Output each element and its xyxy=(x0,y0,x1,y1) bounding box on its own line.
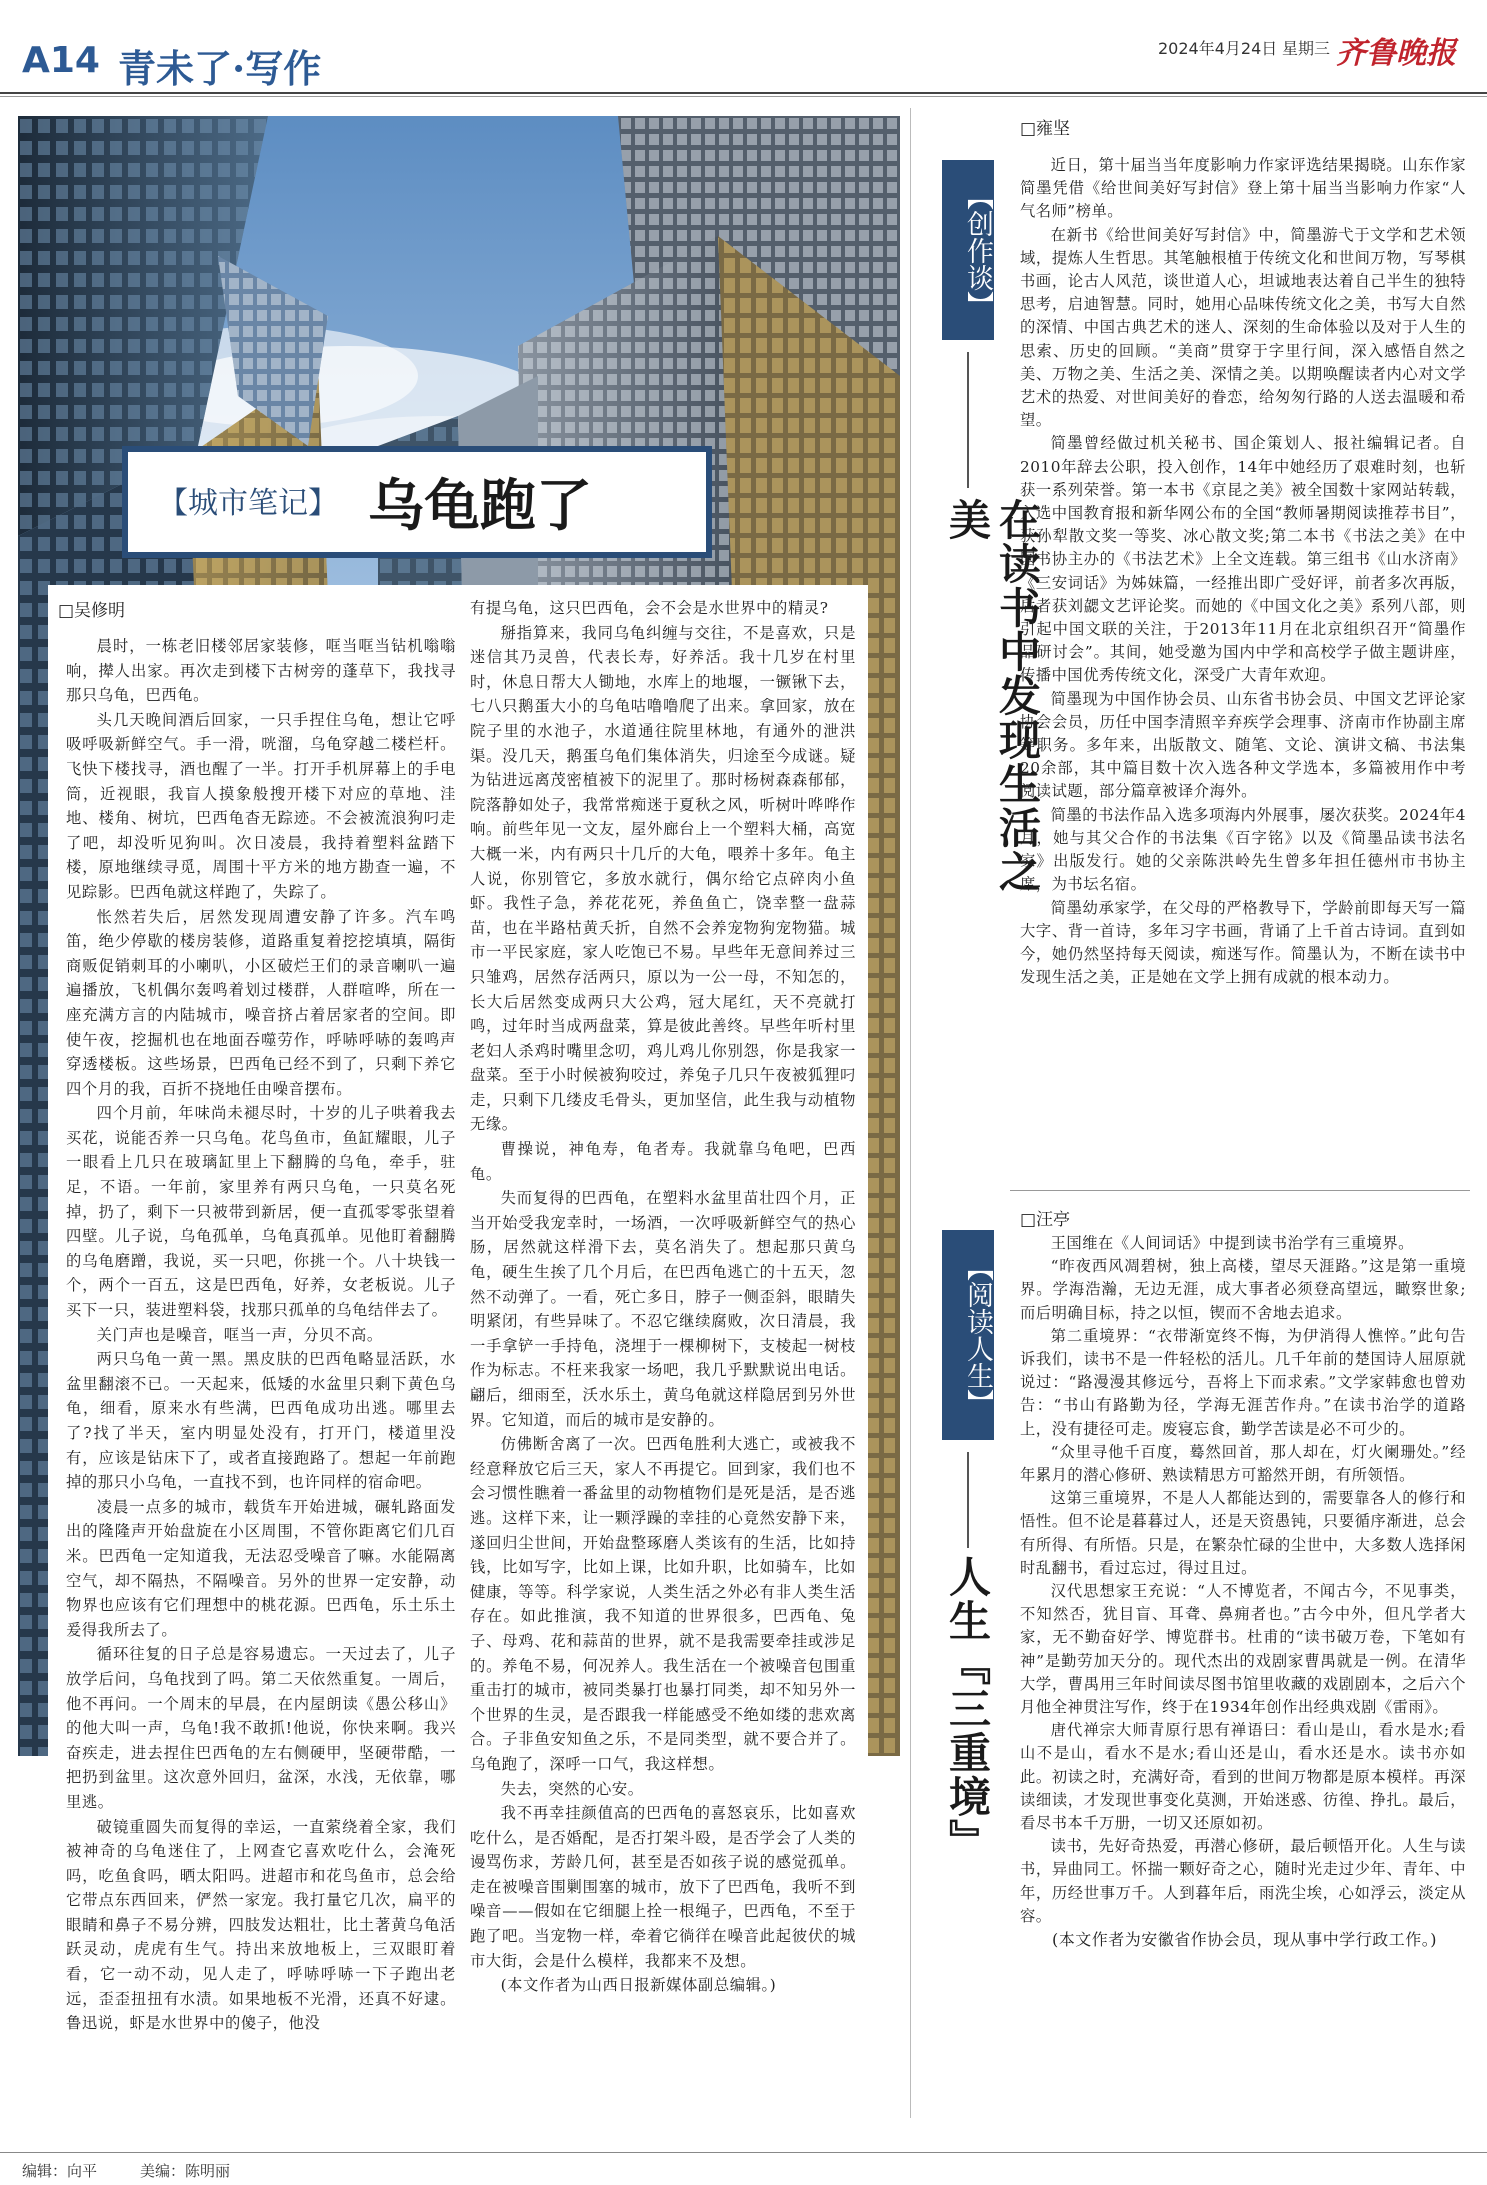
article2-paragraph: 读书，先好奇热爱，再潜心修研，最后顿悟开化。人生与读书，异曲同工。怀揣一颗好奇之心，随时光走过少年、青年、中年，历经世事万千。人到暮年后，雨洗尘埃，心如浮云，淡定从容。 xyxy=(1020,1837,1466,1925)
story-paragraph: 曹操说，神龟寿，龟者寿。我就靠乌龟吧，巴西龟。 xyxy=(470,1140,856,1183)
article2-column-tag: 【阅读人生】 xyxy=(942,1230,994,1440)
story-headline: 乌龟跑了 xyxy=(368,473,592,539)
story-paragraph: 掰指算来，我同乌龟纠缠与交往，不是喜欢，只是迷信其乃灵兽，代表长寿，好养活。我十几岁在村里时，休息日帮大人锄地，水库上的地堰，一镢锹下去，七八只鹅蛋大小的乌龟咕噜噜爬了出来。拿回家，放在院子里的水池子，水道通往院里林地，有通外的泄洪渠。没几天，鹅蛋乌龟们集体消失，归途至今成谜。疑为钻进远离茂密植被下的泥里了。那时杨树森森郁郁，院落静如处子，我常常痴迷于夏秋之风，听树叶哗哗作响。前些年见一文友，屋外廊台上一个塑料大桶，高宽大概一米，内有两只十几斤的大龟，喂养十多年。龟主人说，你别管它，多放水就行，偶尔给它点碎肉小鱼虾。我性子急，养花花死，养鱼鱼亡，饶幸整一盘蒜苗，也在半路枯黄夭折，自然不会养宠物狗宠物猫。城市一平民家庭，家人吃饱已不易。早些年无意间养过三只雏鸡，居然存活两只，原以为一公一母，不知怎的，长大后居然变成两只大公鸡，冠大尾红，天不亮就打鸣，过年时当成两盘菜，算是彼此善终。早些年听村里老妇人杀鸡时嘴里念叨，鸡儿鸡儿你别怨，你是我家一盘菜。至于小时候被狗咬过，养兔子几只午夜被狐狸叼走，只剩下几缕皮毛骨头，更加坚信，此生我与动植物无缘。 xyxy=(470,623,856,1134)
story-column-tag: 【城市笔记】 xyxy=(158,486,338,521)
header-rule xyxy=(0,92,1487,94)
article2-author-note: (本文作者为安徽省作协会员，现从事中学行政工作。) xyxy=(1052,1930,1437,1950)
article1-body xyxy=(1020,154,1466,1189)
story-column-2 xyxy=(470,596,856,2156)
newspaper-logo: 齐鲁晚报 xyxy=(1336,36,1456,71)
story-paragraph: 失去，突然的心安。 xyxy=(500,1779,644,1798)
footer-editor: 编辑：向平 xyxy=(22,2162,98,2180)
article1-paragraph: 在新书《给世间美好写封信》中，简墨游弋于文学和艺术领域，提炼人生哲思。其笔触根植于传统文化和世间万物，写琴棋书画，论古人风范，谈世道人心，坦诚地表达着自己半生的独特思考，启迪智慧。同时，她用心品味传统文化之美，书写大自然的深情、中国古典艺术的迷人、深刻的生命体验以及对于人生的思索、历史的回顾。“美商”贯穿于字里行间，深入感悟自然之美、万物之美、生活之美、深情之美。以期唤醒读者内心对文学艺术的热爱、对世间美好的眷恋，给匆匆行路的人送去温暖和希望。 xyxy=(1020,225,1466,430)
article2-paragraph: “众里寻他千百度，蓦然回首，那人却在，灯火阑珊处。”经年累月的潜心修研、熟读精思方可豁然开朗，有所领悟。 xyxy=(1020,1442,1466,1485)
article1-paragraph: 简墨幼承家学，在父母的严格教导下，学龄前即每天写一篇大字、背一首诗，多年习字书画，背诵了上千首古诗词。直到如今，她仍然坚持每天阅读，痴迷写作。简墨认为，不断在读书中发现生活之美，正是她在文学上拥有成就的根本动力。 xyxy=(1020,898,1466,987)
article1-paragraph: 简墨的书法作品入选多项海内外展事，屡次获奖。2024年4月，她与其父合作的书法集《百字铭》以及《简墨品读书法名家》出版发行。她的父亲陈洪岭先生曾多年担任德州市书协主席，为书坛名宿。 xyxy=(1020,805,1466,894)
story-author: □吴修明 xyxy=(58,601,126,621)
header-rule-thin xyxy=(0,96,1487,97)
column-divider xyxy=(910,108,911,2118)
article2-paragraph: 这第三重境界，不是人人都能达到的，需要靠各人的修行和悟性。但不论是暮暮过人，还是天资愚钝，只要循序渐进，总会有所得、有所悟。只是，在繁杂忙碌的尘世中，大多数人选择闲时乱翻书，看过忘过，得过且过。 xyxy=(1020,1489,1466,1577)
article2-body xyxy=(1020,1232,1466,2102)
story-paragraph: 我不再幸挂颜值高的巴西龟的喜怒哀乐，比如喜欢吃什么，是否婚配，是否打架斗殴，是否学会了人类的谩骂伤求，芳龄几何，甚至是否如孩子说的感觉孤单。走在被噪音围剿围塞的城市，放下了巴西龟，我听不到噪音——假如在它细腿上拴一根绳子，巴西龟，不至于跑了吧。当宠物一样，牵着它徜徉在噪音此起彼伏的城市大街，会是什么模样，我都来不及想。 xyxy=(470,1804,856,1970)
story-column-1 xyxy=(66,634,456,2139)
story-author-note: (本文作者为山西日报新媒体副总编辑。) xyxy=(500,1976,777,1995)
article2-paragraph: 王国维在《人间词话》中提到读书治学有三重境界。 xyxy=(1050,1234,1414,1252)
article1-headline: 在读书中发现生活之美 xyxy=(943,498,1042,894)
story-paragraph: 凌晨一点多的城市，载货车开始进城，碾轧路面发出的隆隆声开始盘旋在小区周围，不管你距离它们几百米。巴西龟一定知道我，无法忍受噪音了嘛。水能隔离空气，却不隔热，不隔噪音。另外的世界一定安静，动物界也应该有它们理想中的桃花源。巴西龟，乐土乐土爰得我所去了。 xyxy=(66,1497,456,1639)
story-paragraph: 四个月前，年味尚未褪尽时，十岁的儿子哄着我去买花，说能否养一只乌龟。花鸟鱼市，鱼缸耀眼，儿子一眼看上几只在玻璃缸里上下翻腾的乌龟，牵手，驻足，不语。一年前，家里养有两只乌龟，一只莫名死掉，扔了，剩下一只被带到新居，便一直孤零零张望着四壁。儿子说，乌龟孤单，乌龟真孤单。见他盯着翻腾的乌龟磨蹭，我说，买一只吧，你挑一个。八十块钱一个，两个一百五，这是巴西龟，好养，女老板说。儿子买下一只，装进塑料袋，找那只孤单的乌龟结伴去了。 xyxy=(66,1104,456,1320)
section-title: 青未了·写作 xyxy=(118,46,322,91)
issue-date: 2024年4月24日 xyxy=(1158,39,1278,58)
article1-paragraph: 简墨曾经做过机关秘书、国企策划人、报社编辑记者。自2010年辞去公职，投入创作，14年中她经历了艰难时刻，也斩获一系列荣誉。第一本书《京昆之美》被全国数十家网站转载，入选中国教育报和新华网公布的全国“教师暑期阅读推荐书目”，获孙犁散文奖一等奖、冰心散文奖;第二本书《书法之美》在中国书协主办的《书法艺术》上全文连载。第三组书《山水济南》《三安词话》为姊妹篇，一经推出即广受好评，前者多次再版，后者获刘勰文艺评论奖。而她的《中国文化之美》系列八部，则引起中国文联的关注，于2013年11月在北京组织召开“简墨作品研讨会”。其间，她受邀为国内中学和高校学子做主题讲座，传播中国优秀传统文化，深受广大青年欢迎。 xyxy=(1020,434,1466,685)
article1-column-tag: 【创作谈】 xyxy=(942,160,994,340)
story-paragraph: 怅然若失后，居然发现周遭安静了许多。汽车鸣笛，绝少停歇的楼房装修，道路重复着挖挖填填，隔街商贩促销刺耳的小喇叭，小区破烂王们的录音喇叭一遍遍播放，飞机偶尔轰鸣着划过楼群，人群喧哗，所在一座充满方言的内陆城市，噪音挤占着居家者的空间。即使午夜，挖掘机也在地面吞噬劳作，呼哧呼哧的轰鸣声穿透楼板。这些场景，巴西龟已经不到了，只剩下养它四个月的我，百折不挠地任由噪音摆布。 xyxy=(66,907,456,1098)
article2-paragraph: 汉代思想家王充说：“人不博览者，不闻古今，不见事类，不知然否，犹目盲、耳聋、鼻痈者也。”古今中外，但凡学者大家，无不勤奋好学、博览群书。杜甫的“读书破万卷，下笔如有神”是勤劳加天分的。现代杰出的戏剧家曹禺就是一例。在清华大学，曹禺用三年时间读尽图书馆里收藏的戏剧剧本，之后六个月他全神贯注写作，终于在1934年创作出经典戏剧《雷雨》。 xyxy=(1020,1582,1466,1717)
story-paragraph: 仿佛断舍离了一次。巴西龟胜利大逃亡，或被我不经意释放它后三天，家人不再提它。回到家，我们也不会习惯性瞧着一番盆里的动物植物们是死是活，是否逃逃。这样下来，让一颗浮躁的幸挂的心竟然安静下来，遂回归尘世间，开始盘整琢磨人类该有的生活，比如持钱，比如写字，比如上课，比如升职，比如骑车，比如健康，等等。科学家说，人类生活之外必有非人类生活存在。如此推演，我不知道的世界很多，巴西龟、兔子、母鸡、花和蒜苗的世界，就不是我需要牵挂或涉足的。养龟不易，何况养人。我生活在一个被噪音包围重重击打的城市，被同类暴打也暴打同类，却不知另外一个世界的生灵，是否跟我一样能感受不绝如缕的悲欢离合。子非鱼安知鱼之乐，不是同类型，就不要合并了。乌龟跑了，深呼一口气，我这样想。 xyxy=(470,1435,856,1773)
article1-paragraph: 简墨现为中国作协会员、山东省书协会员、中国文艺评论家协会会员，历任中国李清照辛弃疾学会理事、济南市作协副主席等职务。多年来，出版散文、随笔、文论、演讲文稿、书法集20余部，其中篇目数十次入选各种文学选本，多篇被用作中考阅读试题，部分篇章被译介海外。 xyxy=(1020,689,1466,801)
footer-designer: 美编：陈明丽 xyxy=(140,2162,231,2180)
story-paragraph: 循环往复的日子总是容易遗忘。一天过去了，儿子放学后问，乌龟找到了吗。第二天依然重复。一周后，他不再问。一个周末的早晨，在内屋朗读《愚公移山》的他大叫一声，乌龟!我不敢抓!他说，你快来啊。我兴奋疾走，进去捏住巴西龟的左右侧硬甲，坚硬带酷，一把扔到盆里。这次意外回归，盆深，水浅，无依靠，哪里逃。 xyxy=(66,1645,456,1811)
story-paragraph: 头几天晚间酒后回家，一只手捏住乌龟，想让它呼吸呼吸新鲜空气。手一滑，咣溜，乌龟穿越二楼栏杆。飞快下楼找寻，酒也醒了一半。打开手机屏幕上的手电筒，近视眼，我盲人摸象般搜开楼下对应的草地、洼地、楼角、树坑，巴西龟杳无踪迹。不会被流浪狗叼走了吧，却没听见狗叫。次日凌晨，我持着塑料盆踏下楼，原地继续寻觅，周围十平方米的地方勘查一遍，不见踪影。巴西龟就这样跑了，失踪了。 xyxy=(66,710,456,901)
article2-paragraph: 唐代禅宗大师青原行思有禅语曰：看山是山，看水是水;看山不是山，看水不是水;看山还是山，看水还是水。读书亦如此。初读之时，充满好奇，看到的世间万物都是原本模样。再深读细读，才发现世事变化莫测，开始迷惑、彷徨、挣扎。最后，看尽书本千万册，一切又还原如初。 xyxy=(1020,1721,1466,1833)
article2-paragraph: 第二重境界：“衣带渐宽终不悔，为伊消得人憔悴。”此句告诉我们，读书不是一件轻松的活儿。几千年前的楚国诗人屈原就说过：“路漫漫其修远兮，吾将上下而求索。”文学家韩愈也曾劝告：“书山有路勤为径，学海无涯苦作舟。”在读书治学的道路上，没有捷径可走。废寝忘食，勤学苦读是必不可少的。 xyxy=(1020,1326,1466,1438)
story-paragraph: 关门声也是噪音，哐当一声，分贝不高。 xyxy=(96,1325,383,1344)
story-paragraph: 失而复得的巴西龟，在塑料水盆里苗壮四个月，正当开始受我宠幸时，一场酒，一次呼吸新鲜空气的热心肠，居然就这样滑下去，莫名消失了。想起那只黄乌龟，硬生生挨了几个月后，在巴西龟逃亡的十五天，忽然不动弹了。一看，死亡多日，脖子一侧歪斜，眼睛失明紧闭，有些异味了。不忍它继续腐败，次日清晨，我一手拿铲一手持龟，浇埋于一棵柳树下，支棱起一树枝作为标志。不枉来我家一场吧，我几乎默默说出电话。翩后，细雨至，沃水乐土，黄乌龟就这样隐居到另外世界。它知道，而后的城市是安静的。 xyxy=(470,1189,856,1429)
article2-author: □汪亭 xyxy=(1020,1210,1071,1230)
article2-paragraph: “昨夜西风凋碧树，独上高楼，望尽天涯路。”这是第一重境界。学海浩瀚，无边无涯，成大事者必须登高望远，瞰察世象;而后明确目标，持之以恒，锲而不舍地去追求。 xyxy=(1020,1257,1466,1322)
page-number: A14 xyxy=(22,40,100,81)
article1-paragraph: 近日，第十届当当年度影响力作家评选结果揭晓。山东作家简墨凭借《给世间美好写封信》登上第十届当当影响力作家“人气名师”榜单。 xyxy=(1020,156,1466,221)
story-paragraph: 有提乌龟，这只巴西龟，会不会是水世界中的精灵? xyxy=(470,599,829,617)
footer-rule xyxy=(0,2152,1487,2153)
article1-title-rule xyxy=(967,352,969,488)
article2-headline: 人生『三重境』 xyxy=(943,1555,992,1863)
issue-weekday: 星期三 xyxy=(1282,39,1331,58)
story-paragraph: 晨时，一栋老旧楼邻居家装修，哐当哐当钻机嗡嗡响，撵人出家。再次走到楼下古树旁的蓬草下，我找寻那只乌龟，巴西龟。 xyxy=(66,637,456,705)
story-paragraph: 破镜重圆失而复得的幸运，一直萦绕着全家，我们被神奇的乌龟迷住了，上网查它喜欢吃什么，会淹死吗，吃鱼食吗，晒太阳吗。进超市和花鸟鱼市，总会给它带点东西回来，俨然一家宠。我打量它几次，扁平的眼睛和鼻子不易分辨，四肢发达粗壮，比土著黄乌龟活跃灵动，虎虎有生气。持出来放地板上，三双眼盯着看，它一动不动，见人走了，呼哧呼哧一下子跑出老远，歪歪扭扭有水渍。如果地板不光滑，还真不好逮。鲁迅说，虾是水世界中的傻子，他没 xyxy=(66,1817,456,2033)
article1-author: □雍坚 xyxy=(1020,119,1071,139)
right-column-divider xyxy=(1010,1190,1470,1191)
article2-title-rule xyxy=(967,1452,969,1548)
story-paragraph: 两只乌龟一黄一黑。黑皮肤的巴西龟略显活跃，水盆里翻滚不已。一天起来，低矮的水盆里只剩下黄色乌龟，细看，原来水有些满，巴西龟成功出逃。哪里去了?找了半天，室内明显处没有，打开门，楼道里没有，应该是钻床下了，或者直接跑路了。想起一年前跑掉的那只小乌龟，一直找不到，也许同样的宿命吧。 xyxy=(66,1350,456,1492)
